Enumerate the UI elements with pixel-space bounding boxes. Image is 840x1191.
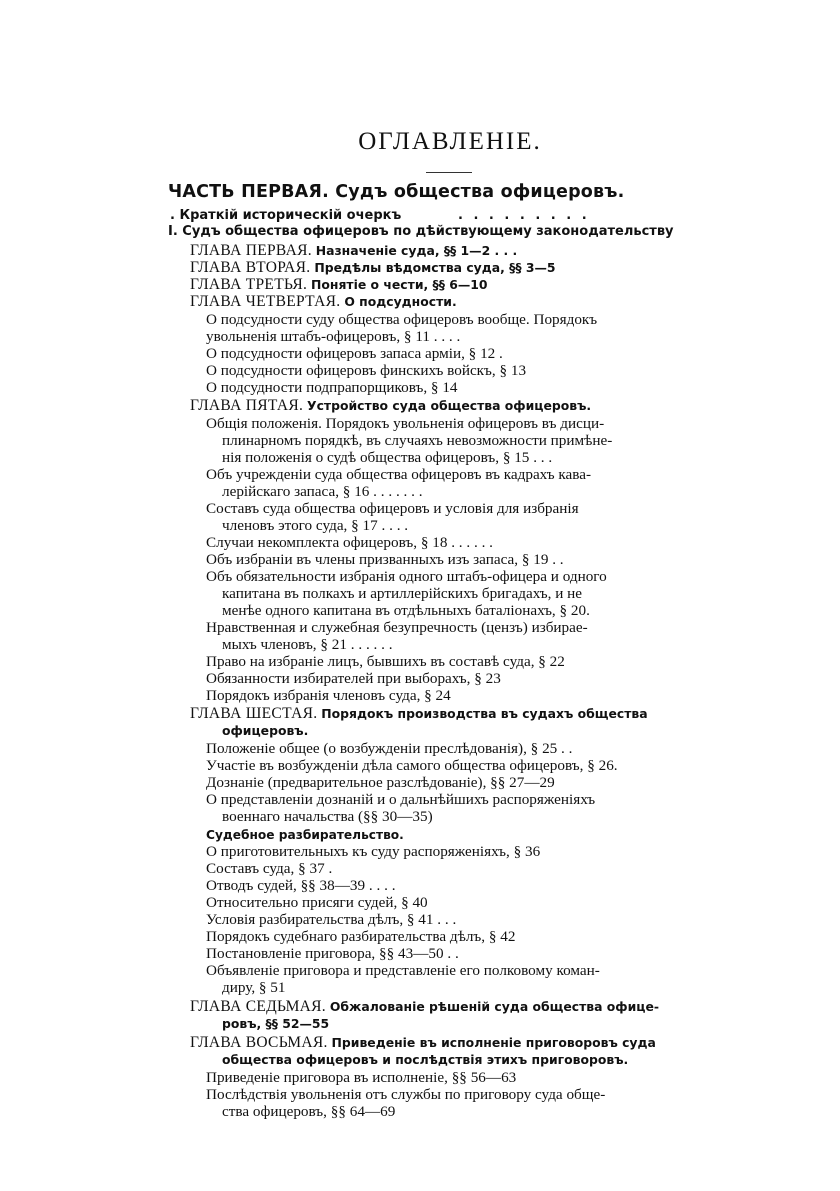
ch4-entry-5: О подсудности подпрапорщиковъ, § 14 [206, 379, 458, 396]
chapter-1 [190, 242, 517, 260]
chapter-8-label: ГЛАВА ВОСЬМАЯ. [190, 1034, 328, 1051]
ch5-entry-6: Составъ суда общества офицеровъ и условія для избранія [206, 500, 579, 517]
chapter-7-label: ГЛАВА СЕДЬМАЯ. [190, 998, 326, 1015]
ch5-entry-1: Общія положенія. Порядокъ увольненія офицеровъ въ дисци- [206, 415, 605, 432]
ch6b-entry-3: Отводъ судей, §§ 38—39 . . . . [206, 877, 396, 894]
ch8-entry-1: Приведеніе приговора въ исполненіе, §§ 56—63 [206, 1069, 517, 1086]
ch5-entry-4: Объ учрежденіи суда общества офицеровъ въ кадрахъ кава- [206, 466, 592, 483]
ch4-entry-2: увольненія штабъ-офицеровъ, § 11 . . . . [206, 328, 461, 345]
ch6-entry-5: военнаго начальства (§§ 30—35) [222, 808, 433, 825]
ch8-entry-3: ства офицеровъ, §§ 64—69 [222, 1103, 396, 1120]
chapter-7-title: Обжалованіе рѣшеній суда общества офице- [329, 999, 660, 1014]
ch6b-entry-8: Объявленіе приговора и представленіе его полковому коман- [206, 962, 600, 979]
ch5-entry-15: Право на избраніе лицъ, бывшихъ въ составѣ суда, § 22 [206, 653, 565, 670]
chapter-2 [190, 259, 556, 277]
chapter-2-title: Предѣлы вѣдомства суда, §§ 3—5 [314, 260, 556, 275]
ch6b-entry-2: Составъ суда, § 37 . [206, 860, 333, 877]
chapter-1-title: Назначеніе суда, §§ 1—2 . . . [315, 243, 518, 258]
ch5-entry-7: членовъ этого суда, § 17 . . . . [222, 517, 409, 534]
ch5-entry-9: Объ избраніи въ члены призванныхъ изъ запаса, § 19 . . [206, 551, 564, 568]
ch5-entry-5: лерійскаго запаса, § 16 . . . . . . . [222, 483, 423, 500]
ch6b-entry-5: Условія разбирательства дѣлъ, § 41 . . . [206, 911, 457, 928]
ch6b-entry-7: Постановленіе приговора, §§ 43—50 . . [206, 945, 459, 962]
section-historical: . Краткій историческій очеркъ [170, 208, 402, 223]
ch5-entry-3: нія положенія о судѣ общества офицеровъ, § 15 . . . [222, 449, 553, 466]
chapter-1-label: ГЛАВА ПЕРВАЯ. [190, 242, 312, 259]
ch4-entry-3: О подсудности офицеровъ запаса арміи, § 12 . [206, 345, 503, 362]
chapter-6-label: ГЛАВА ШЕСТАЯ. [190, 705, 318, 722]
ch5-entry-8: Случаи некомплекта офицеровъ, § 18 . . . . . . [206, 534, 493, 551]
chapter-7-title-cont-wrap [222, 1015, 329, 1033]
chapter-6-title: Порядокъ производства въ судахъ общества [321, 706, 648, 721]
ch6b-entry-6: Порядокъ судебнаго разбирательства дѣлъ, § 42 [206, 928, 516, 945]
ch5-entry-17: Порядокъ избранія членовъ суда, § 24 [206, 687, 451, 704]
ch5-entry-14: мыхъ членовъ, § 21 . . . . . . [222, 636, 393, 653]
chapter-7-title-cont: ровъ, §§ 52—55 [222, 1016, 330, 1031]
ch6-entry-3: Дознаніе (предварительное разслѣдованіе), §§ 27—29 [206, 774, 555, 791]
chapter-2-label: ГЛАВА ВТОРАЯ. [190, 259, 311, 276]
ch6-entry-2: Участіе въ возбужденіи дѣла самого общества офицеровъ, § 26. [206, 757, 618, 774]
chapter-5 [190, 397, 591, 415]
ch5-entry-10: Объ обязательности избранія одного штабъ-офицера и одного [206, 568, 607, 585]
chapter-4-title: О подсудности. [344, 294, 457, 309]
ch5-entry-11: капитана въ полкахъ и артиллерійскихъ бригадахъ, и не [222, 585, 582, 602]
chapter-4 [190, 293, 457, 311]
ch6-subheading: Судебное разбирательство. [206, 828, 404, 842]
chapter-5-label: ГЛАВА ПЯТАЯ. [190, 397, 304, 414]
ch5-entry-2: плинарномъ порядкѣ, въ случаяхъ невозможности примѣне- [222, 432, 613, 449]
ch8-entry-2: Послѣдствія увольненія отъ службы по приговору суда обще- [206, 1086, 606, 1103]
chapter-6 [190, 705, 648, 723]
section-historical-dots: . . . . . . . . . [458, 208, 590, 223]
ch6-entry-4: О представленіи дознаній и о дальнѣйшихъ распоряженіяхъ [206, 791, 596, 808]
chapter-8-title-cont: общества офицеровъ и послѣдствія этихъ приговоровъ. [222, 1052, 629, 1067]
ch5-entry-16: Обязанности избирателей при выборахъ, § 23 [206, 670, 501, 687]
ch6b-entry-1: О приготовительныхъ къ суду распоряженіяхъ, § 36 [206, 843, 541, 860]
chapter-4-label: ГЛАВА ЧЕТВЕРТАЯ. [190, 293, 341, 310]
ch5-entry-13: Нравственная и служебная безупречность (цензъ) избирае- [206, 619, 588, 636]
section-current-law: I. Судъ общества офицеровъ по дѣйствующему законодательству [168, 224, 674, 239]
ch4-entry-4: О подсудности офицеровъ финскихъ войскъ, § 13 [206, 362, 527, 379]
chapter-3 [190, 276, 488, 294]
chapter-3-title: Понятіе о чести, §§ 6—10 [311, 277, 488, 292]
ch6b-entry-9: диру, § 51 [222, 979, 286, 996]
chapter-8 [190, 1034, 656, 1052]
chapter-6-title-cont: офицеровъ. [222, 723, 309, 738]
ch6-entry-1: Положеніе общее (о возбужденіи преслѣдованія), § 25 . . [206, 740, 573, 757]
chapter-5-title: Устройство суда общества офицеровъ. [307, 398, 592, 413]
ch4-entry-1: О подсудности суду общества офицеровъ вообще. Порядокъ [206, 311, 598, 328]
chapter-3-label: ГЛАВА ТРЕТЬЯ. [190, 276, 308, 293]
chapter-7 [190, 998, 659, 1016]
ch6b-entry-4: Относительно присяги судей, § 40 [206, 894, 428, 911]
page-title: ОГЛАВЛЕНІЕ. [358, 128, 542, 155]
part-heading: ЧАСТЬ ПЕРВАЯ. Судъ общества офицеровъ. [168, 182, 625, 202]
title-divider [426, 172, 472, 173]
ch5-entry-12: менѣе одного капитана въ отдѣльныхъ баталіонахъ, § 20. [222, 602, 590, 619]
chapter-8-title: Приведеніе въ исполненіе приговоровъ суда [331, 1035, 656, 1050]
